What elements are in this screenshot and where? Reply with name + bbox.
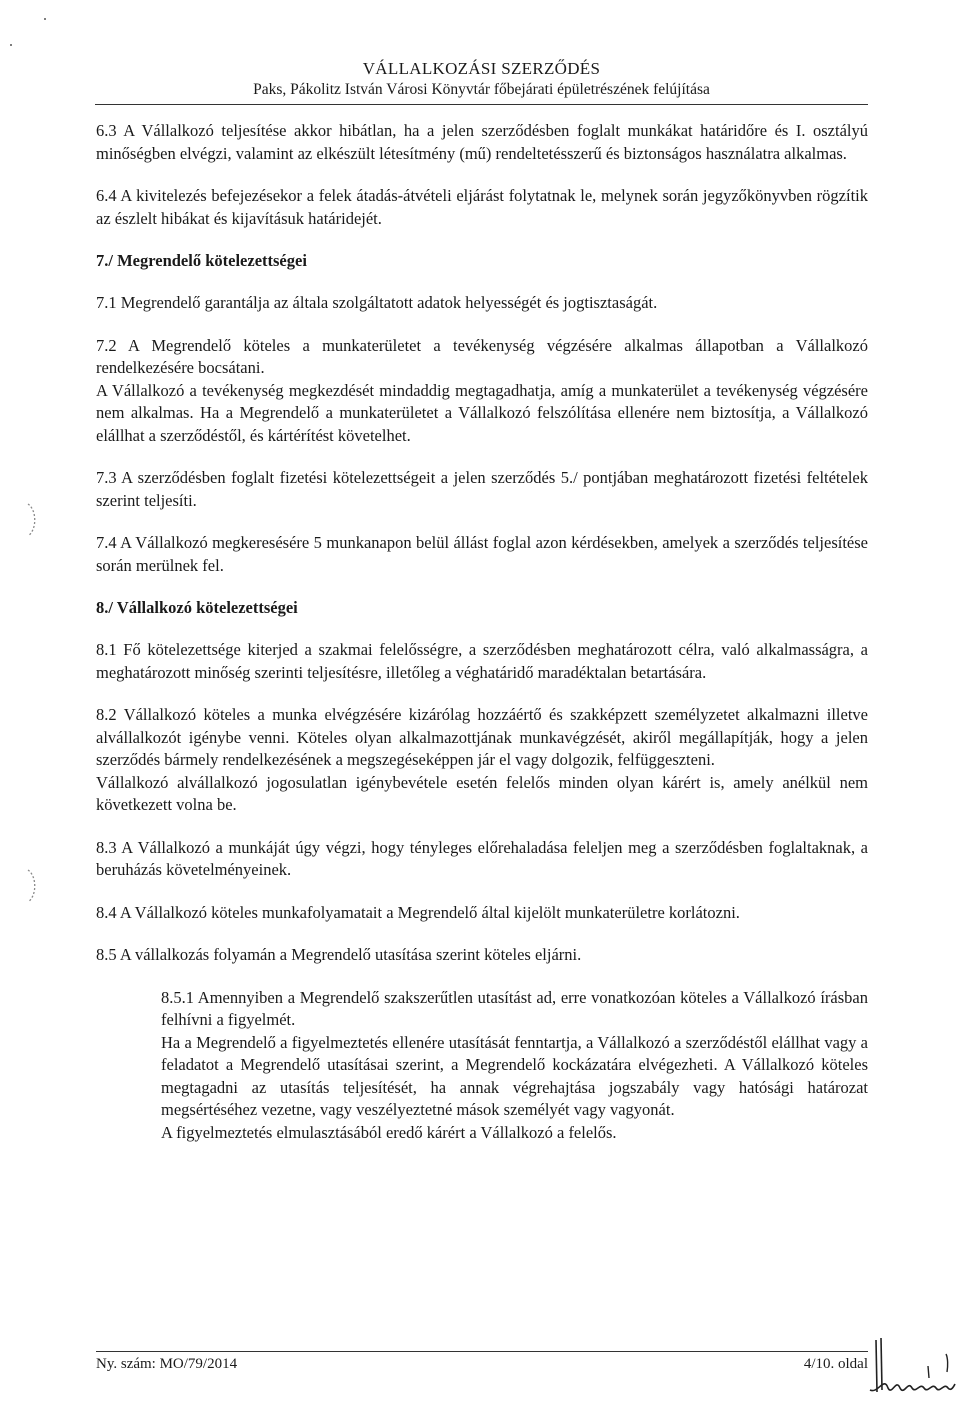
header-rule bbox=[95, 104, 868, 105]
clause-8-3: 8.3 A Vállalkozó a munkáját úgy végzi, hogy tényleges előrehaladása feleljen meg a szerződésben foglaltaknak, a beruházás követelményeinek. bbox=[96, 837, 868, 879]
clause-7-3: 7.3 A szerződésben foglalt fizetési kötelezettségeit a jelen szerződés 5./ pontjában meghatározott fizetési feltételek szerint teljesíti. bbox=[96, 468, 868, 510]
clause-8-2-continued: Vállalkozó alvállalkozó jogosulatlan igénybevétele esetén felelős minden olyan kárért is, amely anélkül nem következett volna be. bbox=[96, 772, 868, 814]
section-heading-7: 7./ Megrendelő kötelezettségei bbox=[96, 251, 307, 270]
handwritten-signature bbox=[868, 1336, 956, 1398]
document-subtitle: Paks, Pákolitz István Városi Könyvtár főbejárati épületrészének felújítása bbox=[253, 81, 710, 98]
document-header bbox=[95, 58, 868, 100]
page-number: 4/10. oldal bbox=[803, 1356, 868, 1372]
document-body bbox=[96, 120, 868, 1144]
clause-6-4: 6.4 A kivitelezés befejezésekor a felek átadás-átvételi eljárást folytatnak le, melynek során jegyzőkönyvben rögzítik az észlelt hibákat és kijavításuk határidejét. bbox=[96, 186, 868, 228]
clause-8-4: 8.4 A Vállalkozó köteles munkafolyamatait a Megrendelő által kijelölt munkaterületre korlátozni. bbox=[96, 902, 740, 922]
clause-7-4: 7.4 A Vállalkozó megkeresésére 5 munkanapon belül állást foglal azon kérdésekben, amelyek a szerződés teljesítése során merülnek fel. bbox=[96, 533, 868, 575]
clause-7-1: 7.1 Megrendelő garantálja az általa szolgáltatott adatok helyességét és jogtisztaságát. bbox=[96, 293, 658, 312]
clause-7-2-continued: A Vállalkozó a tevékenység megkezdését mindaddig megtagadhatja, amíg a munkaterület a tevékenység végzésére nem alkalmas. Ha a Megrendelő a munkaterületet a Vállalkozó felszólítása ellenére nem biztosítja, a Vállalkozó elállhat a szerződéstől, és kártérítést követelhet. bbox=[96, 380, 868, 445]
subclause-8-5-1 bbox=[161, 987, 868, 1145]
clause-8-5: 8.5 A vállalkozás folyamán a Megrendelő utasítása szerint köteles eljárni. bbox=[96, 945, 582, 964]
clause-8-1: 8.1 Fő kötelezettsége kiterjed a szakmai felelősségre, a szerződésben meghatározott célra, való alkalmasságra, a meghatározott minőség szerinti teljesítésre, illetőleg a véghatáridő maradéktalan betartására. bbox=[96, 640, 868, 682]
clause-8-5-1-continued: Ha a Megrendelő a figyelmeztetés ellenére utasítását fenntartja, a Vállalkozó a szerződéstől elállhat vagy a feladatot a Megrendelő utasításai szerint, a Megrendelő kockázatára elvégezheti. A Vállalkozó köteles megtagadni az utasítás teljesítését, ha annak végrehajtása jogszabály vagy hatósági határozat megsértéséhez vezetne, vagy veszélyeztetné mások személyét vagy vagyonát. bbox=[161, 1032, 868, 1119]
scan-speck bbox=[44, 18, 46, 20]
binder-mark-upper bbox=[25, 500, 39, 540]
scan-speck bbox=[10, 44, 12, 46]
footer-rule bbox=[96, 1351, 868, 1352]
clause-8-5-1: 8.5.1 Amennyiben a Megrendelő szakszerűtlen utasítást ad, erre vonatkozóan köteles a Vállalkozó írásban felhívni a figyelmét. bbox=[161, 987, 868, 1029]
clause-7-2: 7.2 A Megrendelő köteles a munkaterületet a tevékenység végzésére alkalmas állapotban a Vállalkozó rendelkezésére bocsátani. bbox=[96, 335, 868, 377]
clause-6-3: 6.3 A Vállalkozó teljesítése akkor hibátlan, ha a jelen szerződésben foglalt munkákat határidőre és I. osztályú minőségben elvégzi, valamint az elkészült létesítmény (mű) rendeltetésszerű és biztonságos használatra alkalmas. bbox=[96, 121, 868, 163]
clause-8-5-1-liability: A figyelmeztetés elmulasztásából eredő kárért a Vállalkozó a felelős. bbox=[161, 1122, 617, 1142]
section-heading-8: 8./ Vállalkozó kötelezettségei bbox=[96, 598, 298, 617]
binder-mark-lower bbox=[25, 866, 39, 906]
reference-number: Ny. szám: MO/79/2014 bbox=[96, 1356, 238, 1372]
clause-8-2: 8.2 Vállalkozó köteles a munka elvégzésére kizárólag hozzáértő és szakképzett személyzetet alkalmazni illetve alvállalkozót igénybe venni. Köteles olyan alkalmazottjának munkavégzését, akiről megállapítják, hogy a jelen szerződés bármely rendelkezésének a megszegéseképpen jár el vagy dolgozik, felfüggeszteni. bbox=[96, 705, 868, 769]
document-title: VÁLLALKOZÁSI SZERZŐDÉS bbox=[362, 59, 601, 78]
